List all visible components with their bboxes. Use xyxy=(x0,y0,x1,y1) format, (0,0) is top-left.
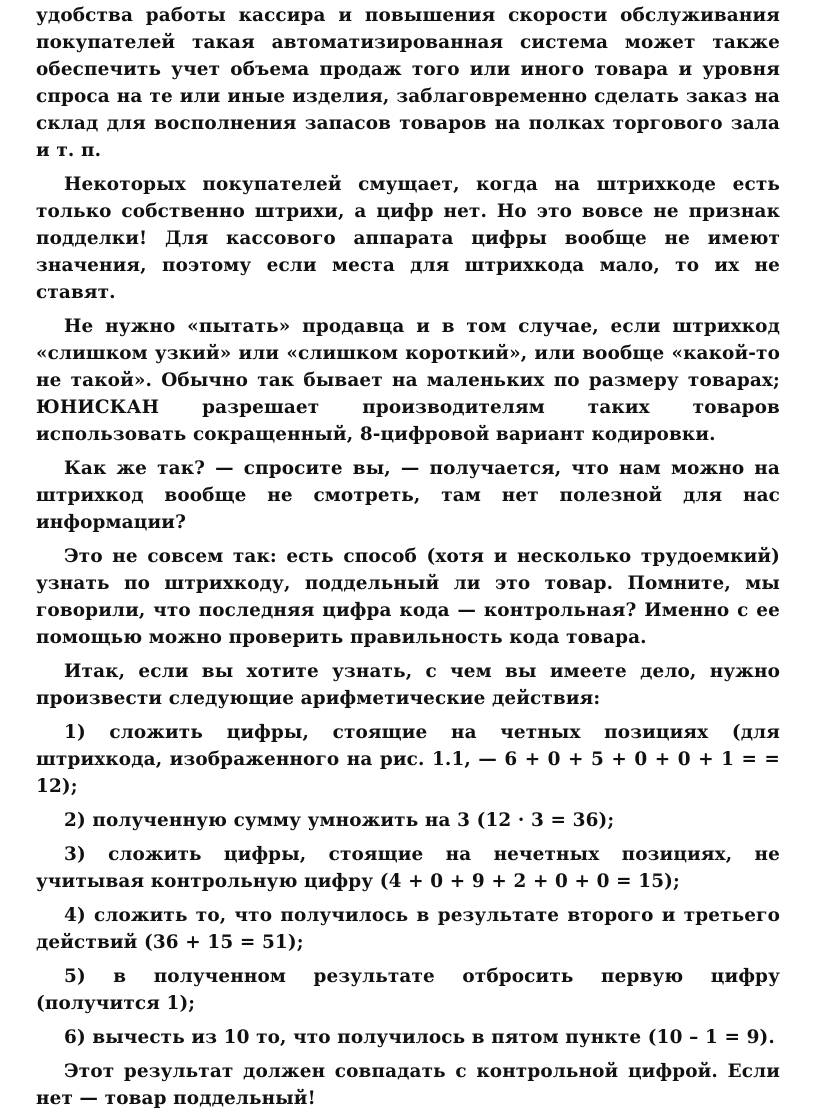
paragraph-steps-intro: Итак, если вы хотите узнать, с чем вы имеете дело, нужно произвести следующие арифметические действия: xyxy=(36,661,780,709)
step-3: 3) сложить цифры, стоящие на нечетных позициях, не учитывая контрольную цифру (4 + 0 + 9 + 2 + 0 + 0 = 15); xyxy=(36,844,780,892)
paragraph-check-method: Это не совсем так: есть способ (хотя и несколько трудоемкий) узнать по штрихкоду, поддельный ли это товар. Помните, мы говорили, что последняя цифра кода — контрольная? Именно с ее помощью можно проверить правильность кода товара. xyxy=(36,546,780,648)
step-4: 4) сложить то, что получилось в результате второго и третьего действий (36 + 15 = 51); xyxy=(36,905,780,953)
step-5: 5) в полученном результате отбросить первую цифру (получится 1); xyxy=(36,966,780,1014)
paragraph-question: Как же так? — спросите вы, — получается, что нам можно на штрихкод вообще не смотреть, там нет полезной для нас информации? xyxy=(36,458,780,533)
step-2: 2) полученную сумму умножить на 3 (12 · 3 = 36); xyxy=(64,810,615,831)
step-1: 1) сложить цифры, стоящие на четных позициях (для штрихкода, изображенного на рис. 1.1, — 6 + 0 + 5 + 0 + 0 + 1 = = 12); xyxy=(36,722,780,797)
paragraph-closing: Этот результат должен совпадать с контрольной цифрой. Если нет — товар поддельный! xyxy=(36,1061,780,1109)
paragraph-barcode-no-digits: Некоторых покупателей смущает, когда на штрихкоде есть только собственно штрихи, а цифр нет. Но это вовсе не признак подделки! Для кассового аппарата цифры вообще не имеют значения, поэтому если места для штрихкода мало, то их не ставят. xyxy=(36,174,780,303)
step-6: 6) вычесть из 10 то, что получилось в пятом пункте (10 – 1 = 9). xyxy=(64,1027,775,1048)
paragraph-short-barcode: Не нужно «пытать» продавца и в том случае, если штрихкод «слишком узкий» или «слишком короткий», или вообще «какой-то не такой». Обычно так бывает на маленьких по размеру товарах; ЮНИСКАН разрешает производителям таких товаров использовать сокращенный, 8-цифровой вариант кодировки. xyxy=(36,316,780,445)
paragraph-continuation: удобства работы кассира и повышения скорости обслуживания покупателей такая автоматизированная система может также обеспечить учет объема продаж того или иного товара и уровня спроса на те или иные изделия, заблаговременно сделать заказ на склад для восполнения запасов товаров на полках торгового зала и т. п. xyxy=(36,5,780,161)
